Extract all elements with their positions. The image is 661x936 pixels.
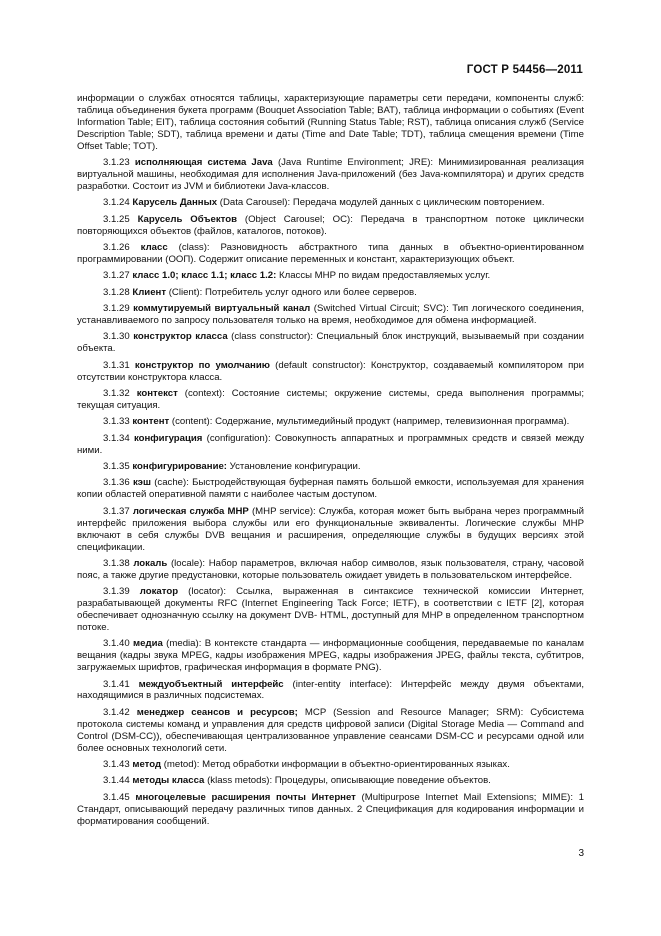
definition-entry [77,214,584,238]
entry-term: коммутируемый виртуальный канал [133,303,311,315]
entry-term: локаль [133,557,168,569]
definition-entry [77,416,584,428]
entry-definition: Классы MHP по видам предоставляемых услуг. [276,270,491,282]
definition-entry [77,197,584,209]
definition-entry [77,586,584,634]
definition-entry [77,242,584,266]
definition-entry [77,759,584,771]
definition-entry [77,679,584,703]
entry-definition: (configuration): Совокупность аппаратных и программных средств и связей между ними. [77,432,584,456]
entry-term: Карусель Объектов [137,213,237,225]
entry-term: контент [132,416,170,428]
entry-number: 3.1.30 [103,331,130,343]
entry-number: 3.1.36 [103,477,130,489]
entry-definition: (locale): Набор параметров, включая набор символов, язык пользователя, страну, часовой пояс, а также другие предустановки, которые пользователь ожидает увидеть в пользовательском интерфейсе. [77,557,584,581]
entry-definition: (Data Carousel): Передача модулей данных с циклическим повторением. [217,197,545,209]
entry-term: класс [140,241,168,253]
entry-number: 3.1.26 [103,241,130,253]
entry-term: класс 1.0; класс 1.1; класс 1.2: [132,270,277,282]
definition-entry [77,775,584,787]
definition-entry [77,477,584,501]
entry-number: 3.1.34 [103,432,130,444]
entry-definition: (klass metods): Процедуры, описывающие поведение объектов. [204,775,491,787]
entry-definition: (cache): Быстродействующая буферная память большой емкости, используемая для хранения копии областей оперативной памяти с наиболее частым доступом. [77,477,585,501]
entry-number: 3.1.39 [103,586,130,598]
definition-entry [77,707,584,755]
entry-term: локатор [139,586,179,598]
entry-number: 3.1.38 [103,557,130,569]
entry-number: 3.1.25 [103,213,130,225]
entry-term: кэш [132,477,151,489]
entry-number: 3.1.24 [103,197,130,209]
entry-definition: (context): Состояние системы; окружение системы, среда выполнения программы; текущая ситуация. [77,388,584,411]
entry-number: 3.1.23 [103,157,130,169]
entry-definition: (Client): Потребитель услуг одного или более серверов. [166,286,417,298]
entry-term: логическая служба MHP [132,505,249,517]
entry-number: 3.1.32 [103,388,130,400]
entry-term: конструктор класса [133,331,228,343]
entry-definition: (class constructor): Специальный блок инструкций, вызываемый при создании объекта. [77,331,584,355]
definition-entry [77,792,584,828]
entry-term: Карусель Данных [132,197,218,209]
entry-term: конструктор по умолчанию [134,359,270,371]
definition-entry [77,157,584,193]
entry-definition: (Object Carousel; OC): Передача в транспортном потоке циклически повторяющихся объектов (файлов, каталогов, потоков). [77,213,584,237]
definition-entry [77,331,584,355]
entry-definition: (media): В контексте стандарта — информационные сообщения, передаваемые по каналам вещания (кадры звука MPEG, кадры изображения MPEG, кадры изображения JPEG, файлы текста, субтитров, загружаемых шрифтов, графическая информация в формате PNG). [77,638,584,674]
entry-number: 3.1.27 [103,270,130,282]
entry-definition: (Java Runtime Environment; JRE): Минимизированная реализация виртуальной машины, необходимая для исполнения Java-приложений (без Java-компилятора) и других средств разработки. Состоит из JVM и библиотеки Java-классов. [77,157,585,192]
definition-entry [77,303,584,327]
entry-number: 3.1.42 [103,706,130,718]
standard-header: ГОСТ Р 54456—2011 [466,64,583,76]
entry-number: 3.1.45 [103,791,130,803]
entry-number: 3.1.43 [103,759,130,770]
definition-entry [77,638,584,674]
entry-term: многоцелевые расширения почты Интернет [135,791,356,803]
definition-entry [77,270,584,282]
entry-term: метод [132,759,162,770]
entry-term: контекст [136,388,178,400]
definition-entry [77,433,584,457]
entry-number: 3.1.44 [103,775,130,787]
entry-term: менеджер сеансов и ресурсов; [136,706,298,718]
entry-definition: (MHP service): Служба, которая может быть выбрана через программный интерфейс приложения выбора службы или его функциональные эквиваленты. Логические службы MHP включают в себя службы DVB вещания и расширения, определяющие службы в будущих версиях этой спецификации. [77,505,584,553]
entry-term: междуобъектный интерфейс [138,678,284,690]
entry-term: исполняющая система Java [134,157,273,169]
entry-number: 3.1.28 [103,286,130,298]
entry-definition: (Multipurpose Internet Mail Extensions; MIME): 1 Стандарт, описывающий передачу различных типов данных. 2 Спецификация для кодирования информации и форматирования сообщений. [77,791,584,827]
entry-definition: (class): Разновидность абстрактного типа данных в объектно-ориентированном программировании (ООП). Содержит описание переменных и констант, характеризующих объект. [77,241,584,265]
entry-term: медиа [133,638,163,650]
entry-term: конфигурация [133,432,203,444]
entry-definition: (inter-entity interface): Интерфейс между двумя объектами, находящимися в различных подсистемах. [77,678,584,702]
entry-number: 3.1.37 [103,505,130,517]
entry-term: Клиент [132,286,167,298]
entry-definition: MCP (Session and Resource Manager; SRM): Субсистема протокола системы команд и управления для средств цифровой записи (Digital Storage Media — Command and Control (DSM-CC)), обеспечивающая централизованное управление сеансами DSM-CC и ресурсами одной или более основных технологий сети. [77,706,585,754]
entry-definition: (content): Содержание, мультимедийный продукт (например, телевизионная программа). [169,416,570,428]
entry-definition: Установление конфигурации. [227,461,361,473]
definition-entry [77,558,584,582]
entry-number: 3.1.29 [103,303,130,315]
intro-paragraph: информации о службах относятся таблицы, характеризующие параметры сети передачи, компоненты служб: таблица объединения букета программ (Bouquet Association Table; BAT), таблица информации о событиях (Event Information Table; EIT), таблица состояния событий (Running Status Table; RST), таблица описания служб (Service Description Table; SDT), таблица времени и даты (Time and Date Table; TDT), таблица смещения времени (Time Offset Table; TOT). [77,93,584,152]
entry-definition: (Switched Virtual Circuit; SVC): Тип логического соединения, устанавливаемого по запросу пользователя только на время, необходимое для обмена информацией. [77,303,584,326]
entry-definition: (locator): Ссылка, выраженная в синтаксисе технической комиссии Интернет, разрабатывающей документы RFC (Internet Engineering Tack Force; IETF), в соответствии с IETF [2], которая обеспечивает однозначную ссылку на документ DVB- HTML, доступный для MHP в определенном транспортном потоке. [77,586,584,633]
definition-entry [77,461,584,473]
entry-number: 3.1.35 [103,461,130,473]
entry-number: 3.1.40 [103,638,130,650]
entry-number: 3.1.33 [103,416,130,428]
page-number: 3 [578,848,584,859]
entry-definition: (metod): Метод обработки информации в объектно-ориентированных языках. [161,759,510,770]
entry-number: 3.1.41 [103,678,130,690]
definition-entry [77,388,584,412]
definition-entry [77,287,584,299]
definition-list [77,157,584,828]
entry-number: 3.1.31 [103,359,130,371]
entry-term: конфигурирование: [132,461,227,473]
definition-entry [77,506,584,554]
definition-entry [77,360,584,384]
entry-term: методы класса [132,775,205,787]
entry-definition: (default constructor): Конструктор, создаваемый компилятором при отсутствии конструктора класса. [77,359,584,383]
document-body [77,93,584,832]
